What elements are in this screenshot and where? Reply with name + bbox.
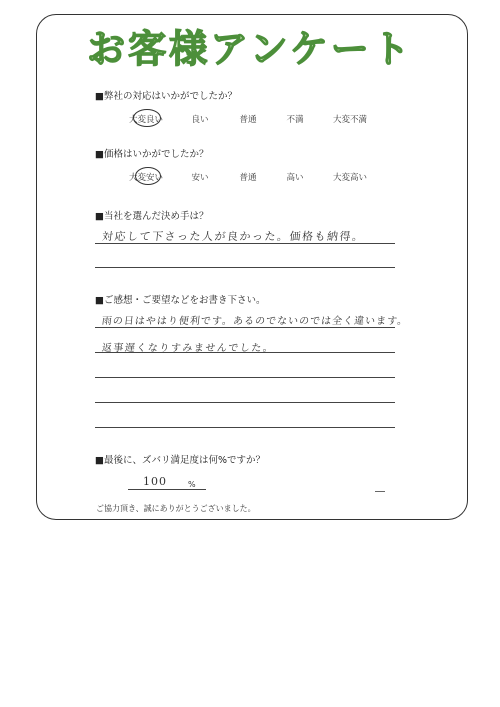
selected-choice-circle (135, 167, 161, 185)
choice-service-very-good[interactable]: 大変良い (128, 115, 164, 125)
question-satisfaction-label: ■最後に、ズバリ満足度は何%ですか？ (95, 455, 266, 466)
choice-service-dissatisfied[interactable]: 不満 (286, 115, 304, 125)
choice-service-good[interactable]: 良い (191, 115, 209, 125)
choice-price-cheap[interactable]: 安い (191, 173, 209, 183)
choice-price-very-expensive[interactable]: 大変高い (332, 173, 368, 183)
choice-price-very-cheap[interactable]: 大変安い (128, 173, 164, 183)
question-price-choices (0, 171, 500, 185)
choice-price-normal[interactable]: 普通 (239, 173, 257, 183)
choice-price-expensive[interactable]: 高い (286, 173, 304, 183)
answer-line (95, 427, 395, 428)
answer-line (95, 402, 395, 403)
answer-comments-handwriting-2: 返事遅くなりすみませんでした。 (101, 343, 275, 354)
answer-line (95, 352, 395, 353)
choice-service-normal[interactable]: 普通 (239, 115, 257, 125)
scan-mark (375, 491, 385, 494)
question-price-label: ■価格はいかがでしたか？ (95, 149, 209, 160)
satisfaction-underline (128, 489, 206, 490)
satisfaction-value: 100 (143, 475, 167, 488)
answer-line (95, 327, 395, 328)
answer-reason-handwriting: 対応して下さった人が良かった。価格も納得。 (101, 230, 366, 243)
choice-service-very-dissatisfied[interactable]: 大変不満 (332, 115, 368, 125)
question-service-choices (0, 113, 500, 127)
question-reason-label: ■当社を選んだ決め手は？ (95, 211, 209, 222)
question-comments-label: ■ご感想・ご要望などをお書き下さい。 (95, 295, 266, 306)
thank-you-footer: ご協力頂き、誠にありがとうございました。 (96, 504, 256, 513)
answer-line (95, 243, 395, 244)
selected-choice-circle (133, 109, 161, 127)
answer-line (95, 377, 395, 378)
answer-comments-handwriting-1: 雨の日はやはり便利です。あるのでないのでは全く違います。 (101, 316, 409, 327)
satisfaction-unit: % (188, 480, 196, 489)
answer-line (95, 267, 395, 268)
question-service-label: ■弊社の対応はいかがでしたか？ (95, 91, 237, 102)
survey-title: お客様アンケート (87, 27, 413, 71)
